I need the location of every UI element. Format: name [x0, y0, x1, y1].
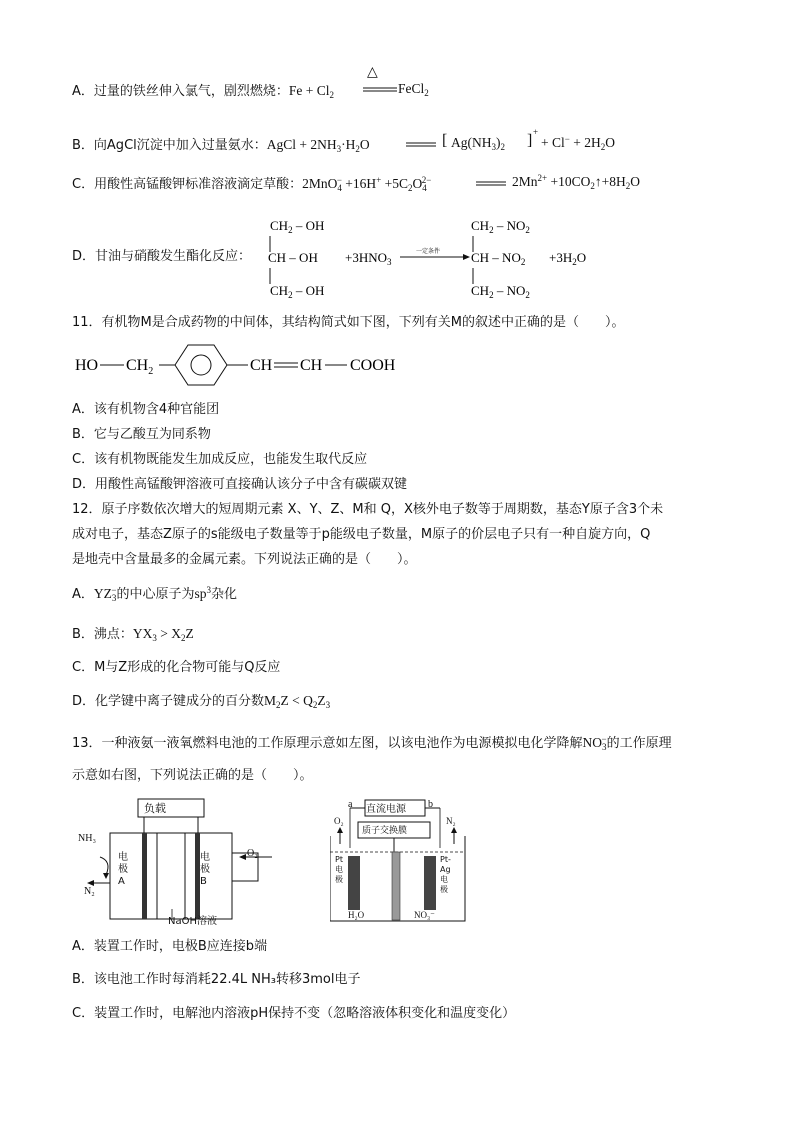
svg-text:CH2 – OH: $CH_2$ – OH: [270, 283, 325, 300]
equals-arrow: [363, 87, 397, 93]
q10-a-equation: $Fe + Cl_2$: [288, 83, 335, 100]
equals-sign: [476, 181, 506, 187]
q12-stem-line2: 成对电子，基态Z原子的s能级电子数量等于p能级电子数量，M原子的价层电子只有一种自旋方向，Q: [72, 527, 651, 542]
no3-label: NO₃⁻: [414, 910, 435, 920]
q11-option-d: D．用酸性高锰酸钾溶液可直接确认该分子中含有碳碳双键: [72, 477, 408, 492]
electrode-a-label: 电极A: [118, 852, 128, 887]
q12-option-a: [72, 584, 237, 605]
q10-c-reactants: $2MnO_4^- +16H^+ +5C_2O_4^{2-}$: [302, 175, 432, 193]
nh3-label: NH₃: [78, 833, 96, 844]
load-label: 负载: [144, 802, 166, 815]
n2-label: N₂: [84, 886, 95, 897]
q12-a-tail: 杂化: [211, 587, 238, 602]
pt-electrode-label: Pt电极: [335, 855, 343, 884]
q12-stem-line1: 12．原子序数依次增大的短周期元素 X、Y、Z、M和 Q，X核外电子数等于周期数，基态Y原子含3个未: [72, 502, 664, 517]
naoh-label: NaOH溶液: [168, 916, 217, 927]
q13-stem1-post: 的工作原理: [606, 736, 672, 751]
q13-stem-line1: [72, 733, 672, 754]
reaction-condition-text: 一定条件: [416, 248, 441, 255]
q12-option-c: C．M与Z形成的化合物可能与Q反应: [72, 660, 281, 675]
equals-sign: [406, 142, 436, 148]
svg-text:CH – OH: CH – OH: [268, 250, 318, 265]
charge-plus: +: [533, 127, 539, 137]
q13-option-b: B．该电池工作时每消耗22.4L NH₃转移3mol电子: [72, 972, 361, 987]
q10-option-d: [72, 247, 251, 267]
q10-option-a: [72, 81, 334, 102]
q12-a-hybrid: $sp^3$: [194, 585, 212, 601]
q11-option-a: A．该有机物含4种官能团: [72, 402, 220, 417]
q13-option-a: A．装置工作时，电极B应连接b端: [72, 939, 268, 954]
q10-c-products: $2Mn^{2+}$ $+10CO_2↑+8H_2O$: [512, 173, 640, 191]
q10-option-c: [72, 174, 431, 195]
q12-d-prefix: D．化学键中离子键成分的百分数: [72, 694, 265, 709]
power-label: 直流电源: [366, 804, 406, 815]
n2-out-label: N₂: [446, 816, 456, 826]
q10-option-b: [72, 135, 370, 156]
terminal-a-label: a: [348, 799, 353, 810]
o2-label: O₂: [247, 848, 258, 859]
q12-stem-line3: 是地壳中含量最多的金属元素。下列说法正确的是（ ）。: [72, 552, 417, 567]
svg-text:COOH: COOH: [350, 357, 396, 374]
fuel-cell-diagram: [72, 795, 292, 930]
electrode-b-label: 电极B: [200, 852, 210, 887]
svg-text:CH: CH: [250, 357, 273, 374]
q12-option-d: [72, 691, 330, 712]
q12-option-b: [72, 624, 194, 645]
svg-text:CH2: $CH_2$: [126, 357, 154, 377]
q13-option-c: C．装置工作时，电解池内溶液pH保持不变（忽略溶液体积变化和温度变化）: [72, 1006, 516, 1021]
svg-text:CH – NO2: CH – $NO_2$: [471, 250, 526, 267]
q10-b-label: B．向AgCl沉淀中加入过量氨水：: [72, 138, 267, 153]
svg-text:+3H2O: $+3H_2O$: [549, 250, 587, 267]
heat-condition-symbol: △: [367, 65, 378, 80]
svg-text:CH2 – NO2: $CH_2 - NO_2$: [471, 283, 530, 300]
svg-text:CH2 – NO2: $CH_2 - NO_2$: [471, 218, 530, 235]
svg-text:CH: CH: [300, 357, 323, 374]
q10-b-reactants: AgCl + $2NH_3\cdot H_2O$: [266, 137, 370, 154]
q10-b-complex: $Ag(NH_3)_2$: [451, 135, 505, 152]
q12-a-prefix: A．: [72, 587, 94, 602]
electrolysis-cell-diagram: [330, 796, 480, 926]
q13-nitrate: $NO_3^-$: [582, 734, 607, 752]
terminal-b-label: b: [428, 799, 433, 810]
q11-stem: 11．有机物M是合成药物的中间体，其结构简式如下图，下列有关M的叙述中正确的是（ ）。: [72, 315, 625, 330]
glycerol-nitration-equation: [265, 216, 595, 304]
q12-d-formula: $M_2Z < Q_2Z_3$: [264, 693, 331, 710]
q12-a-middle: 的中心原子为: [116, 587, 195, 602]
q11-option-b: B．它与乙酸互为同系物: [72, 427, 211, 442]
q10-a-label: A．过量的铁丝伸入氯气，剧烈燃烧：: [72, 84, 289, 99]
svg-text:CH2 – OH: $CH_2$ – OH: [270, 218, 325, 235]
q12-a-formula: $YZ_3^-$: [93, 585, 117, 603]
q12-b-formula: $YX_3 > X_2Z$: [132, 626, 194, 643]
q10-c-label: C．用酸性高锰酸钾标准溶液滴定草酸：: [72, 177, 303, 192]
q11-option-c: C．该有机物既能发生加成反应，也能发生取代反应: [72, 452, 368, 467]
q12-b-prefix: B．沸点：: [72, 627, 133, 642]
bracket-right: ]: [527, 132, 533, 149]
membrane-label: 质子交换膜: [362, 826, 408, 836]
q10-d-label: D．甘油与硝酸发生酯化反应：: [72, 249, 252, 264]
structure-m: [72, 340, 422, 390]
h2o-label: H₂O: [348, 910, 365, 920]
q13-stem1-pre: 13．一种液氨一液氧燃料电池的工作原理示意如左图，以该电池作为电源模拟电化学降解: [72, 736, 583, 751]
o2-out-label: O₂: [334, 816, 344, 826]
q10-a-product: FeCl$_2$: [398, 81, 429, 98]
svg-text:+3HNO3: $+3HNO_3$: [345, 250, 392, 267]
q13-stem-line2: 示意如右图，下列说法正确的是（ ）。: [72, 768, 313, 783]
ptag-electrode-label: Pt-Ag电极: [440, 855, 451, 894]
bracket-left: [: [442, 132, 448, 149]
q10-b-products: + $Cl^- + 2H_2O$: [541, 134, 615, 152]
svg-text:HO: HO: [75, 357, 99, 374]
